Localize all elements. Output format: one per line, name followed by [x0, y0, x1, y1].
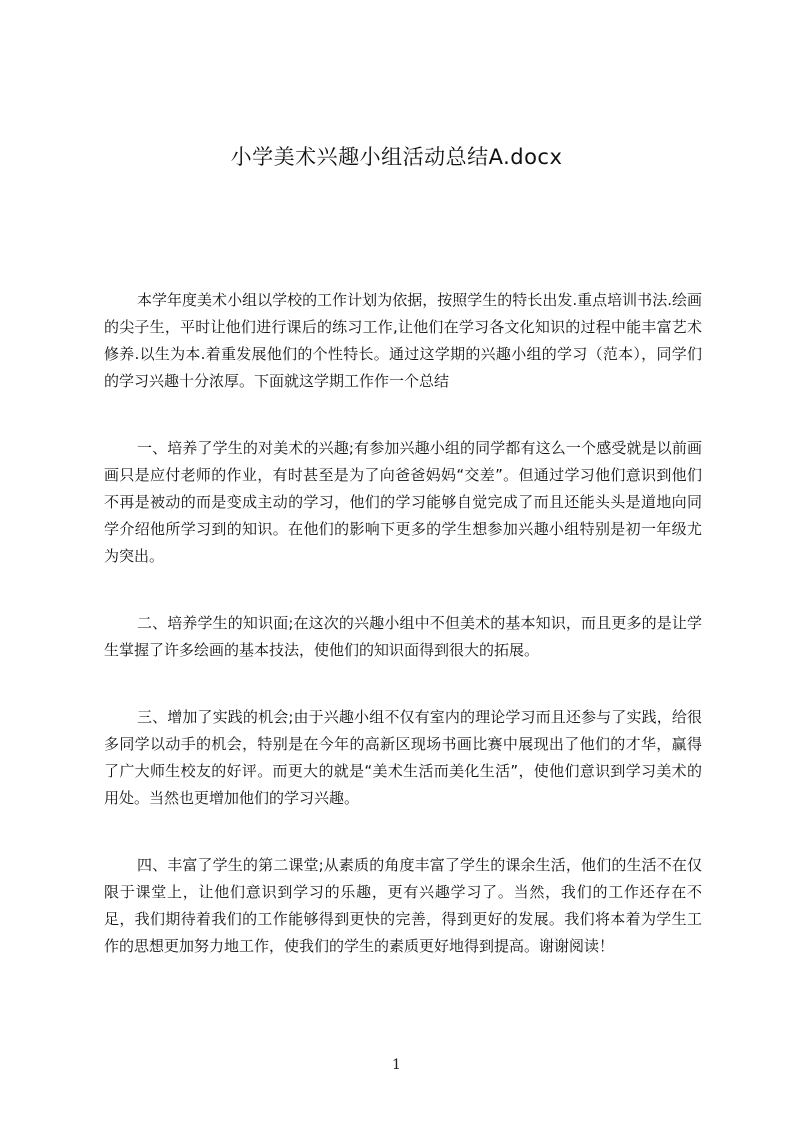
point-three-paragraph: 三、增加了实践的机会;由于兴趣小组不仅有室内的理论学习而且还参与了实践，给很多同学以动手的机会，特别是在今年的高新区现场书画比赛中展现出了他们的才华，赢得了广大师生校友的好评。而更大的就是“美术生活而美化生活”，使他们意识到学习美术的用处。当然也更增加他们的学习兴趣。 — [104, 708, 702, 807]
point-two-paragraph: 二、培养学生的知识面;在这次的兴趣小组中不但美术的基本知识，而且更多的是让学生掌握了许多绘画的基本技法，使他们的知识面得到很大的拓展。 — [104, 614, 702, 659]
document-title: 小学美术兴趣小组活动总结A.docx — [230, 145, 563, 169]
point-one-paragraph: 一、培养了学生的对美术的兴趣;有参加兴趣小组的同学都有这么一个感受就是以前画画只是应付老师的作业，有时甚至是为了向爸爸妈妈“交差”。但通过学习他们意识到他们不再是被动的而是变成主动的学习，他们的学习能够自觉完成了而且还能头头是道地向同学介绍他所学习到的知识。在他们的影响下更多的学生想参加兴趣小组特别是初一年级尤为突出。 — [104, 439, 702, 565]
document-body — [104, 287, 702, 960]
intro-paragraph: 本学年度美术小组以学校的工作计划为依据，按照学生的特长出发.重点培训书法.绘画的尖子生，平时让他们进行课后的练习工作,让他们在学习各文化知识的过程中能丰富艺术修养.以生为本.着重发展他们的个性特长。通过这学期的兴趣小组的学习（范本），同学们的学习兴趣十分浓厚。下面就这学期工作作一个总结 — [104, 291, 702, 390]
page-number: 1 — [392, 1057, 401, 1073]
point-four-paragraph: 四、丰富了学生的第二课堂;从素质的角度丰富了学生的课余生活，他们的生活不在仅限于课堂上，让他们意识到学习的乐趣，更有兴趣学习了。当然，我们的工作还存在不足，我们期待着我们的工作能够得到更快的完善，得到更好的发展。我们将本着为学生工作的思想更加努力地工作，使我们的学生的素质更好地得到提高。谢谢阅读！ — [104, 856, 702, 955]
